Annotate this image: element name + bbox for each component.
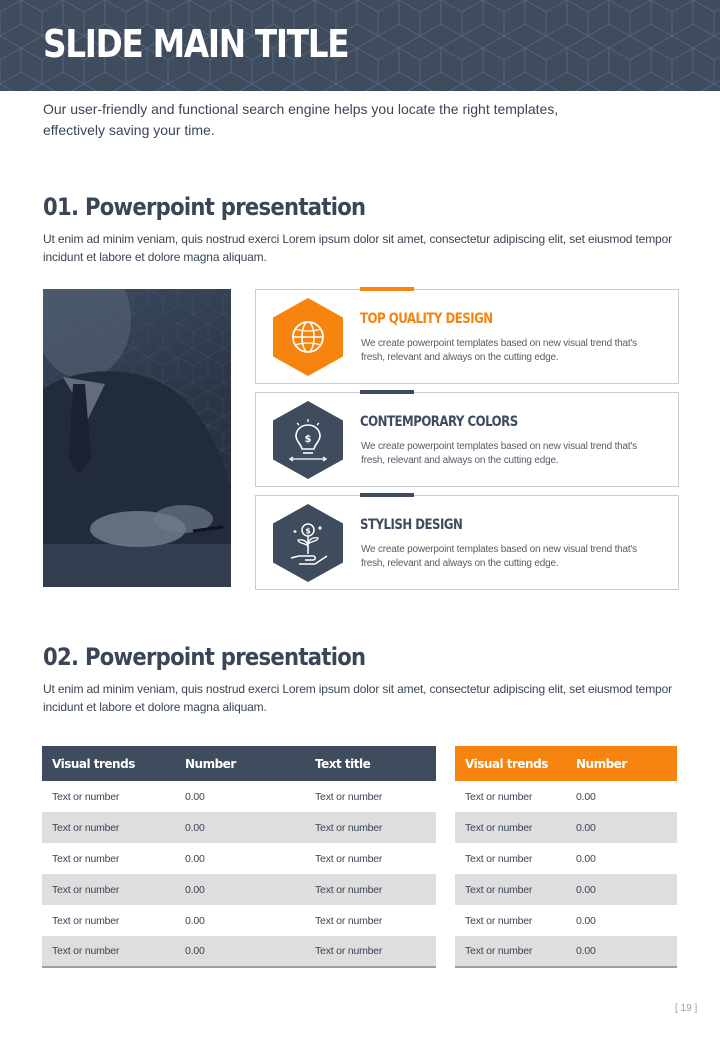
- section1-text: Ut enim ad minim veniam, quis nostrud exerci Lorem ipsum dolor sit amet, consectetur adipiscing elit, set eiusmod tempor incidunt et labore et dolore magna aliquam.: [43, 232, 672, 264]
- globe-icon: [273, 298, 343, 376]
- table-cell: Text or number: [315, 914, 383, 927]
- card-accent-bar: [360, 390, 414, 394]
- feature-desc: We create powerpoint templates based on new visual trend that's fresh, relevant and always on the cutting edge.: [361, 544, 637, 569]
- table-cell: 0.00: [185, 852, 205, 865]
- svg-text:$: $: [304, 434, 312, 445]
- table-header-cell: Visual trends: [52, 756, 135, 771]
- card-accent-bar: [360, 493, 414, 497]
- table-cell: Text or number: [465, 914, 533, 927]
- businessman-photo: [43, 289, 231, 587]
- data-table-2: [455, 746, 677, 968]
- table-header-cell: Text title: [315, 756, 371, 771]
- table-cell: Text or number: [52, 914, 120, 927]
- table-row: [455, 812, 677, 843]
- table-cell: 0.00: [576, 790, 596, 803]
- data-table-1: [42, 746, 436, 968]
- table-cell: Text or number: [42, 812, 175, 843]
- table-header-cell: Number: [185, 756, 236, 771]
- svg-text:$: $: [305, 526, 311, 536]
- table-cell: Text or number: [52, 852, 120, 865]
- table-header-cell: Number: [576, 756, 627, 771]
- table-header-cell: Visual trends: [465, 756, 548, 771]
- table-cell: 0.00: [576, 852, 596, 865]
- feature-title: STYLISH DESIGN: [360, 517, 463, 533]
- table-row: [455, 874, 677, 905]
- table-cell: Text or number: [305, 874, 436, 905]
- table-cell: Text or number: [465, 790, 533, 803]
- feature-title: TOP QUALITY DESIGN: [360, 311, 493, 327]
- table-row: [42, 843, 436, 874]
- table-cell: 0.00: [566, 874, 677, 905]
- table-header-row: [455, 746, 677, 781]
- feature-desc: We create powerpoint templates based on new visual trend that's fresh, relevant and always on the cutting edge.: [361, 441, 637, 466]
- table-cell: Text or number: [52, 790, 120, 803]
- table-cell: Text or number: [305, 812, 436, 843]
- table-cell: 0.00: [175, 936, 305, 967]
- table-cell: Text or number: [455, 874, 566, 905]
- section2-title: 02. Powerpoint presentation: [43, 643, 366, 671]
- table-cell: Text or number: [305, 936, 436, 967]
- page-number: [ 19 ]: [675, 1003, 698, 1014]
- table-row: [455, 936, 677, 967]
- table-cell: 0.00: [175, 812, 305, 843]
- table-row: [42, 936, 436, 967]
- feature-title: CONTEMPORARY COLORS: [360, 414, 518, 430]
- feature-card-1: [255, 289, 679, 384]
- intro-text: Our user-friendly and functional search engine helps you locate the right templates, effectively saving your time.: [43, 101, 559, 138]
- table-row: [42, 781, 436, 812]
- section1-title: 01. Powerpoint presentation: [43, 193, 366, 221]
- table-header-row: [42, 746, 436, 781]
- feature-desc: We create powerpoint templates based on new visual trend that's fresh, relevant and always on the cutting edge.: [361, 338, 637, 363]
- hand-plant-dollar-icon: [273, 504, 343, 582]
- table-cell: 0.00: [185, 914, 205, 927]
- feature-card-3: [255, 495, 679, 590]
- table-cell: 0.00: [185, 790, 205, 803]
- table-cell: Text or number: [315, 852, 383, 865]
- table-cell: Text or number: [455, 936, 566, 967]
- table-cell: Text or number: [315, 790, 383, 803]
- table-cell: 0.00: [175, 874, 305, 905]
- card-accent-bar: [360, 287, 414, 291]
- table-cell: 0.00: [576, 914, 596, 927]
- table-cell: Text or number: [42, 936, 175, 967]
- table-cell: 0.00: [566, 936, 677, 967]
- table-row: [455, 905, 677, 936]
- table-cell: Text or number: [455, 812, 566, 843]
- table-row: [455, 843, 677, 874]
- header-banner: [0, 0, 720, 91]
- table-cell: 0.00: [566, 812, 677, 843]
- table-cell: Text or number: [42, 874, 175, 905]
- table-cell: Text or number: [465, 852, 533, 865]
- page-title: SLIDE MAIN TITLE: [43, 22, 349, 66]
- table-row: [42, 812, 436, 843]
- table-row: [455, 781, 677, 812]
- section2-text: Ut enim ad minim veniam, quis nostrud exerci Lorem ipsum dolor sit amet, consectetur adipiscing elit, set eiusmod tempor incidunt et labore et dolore magna aliquam.: [43, 682, 672, 714]
- feature-card-2: [255, 392, 679, 487]
- table-row: [42, 905, 436, 936]
- lightbulb-dollar-icon: [273, 401, 343, 479]
- table-row: [42, 874, 436, 905]
